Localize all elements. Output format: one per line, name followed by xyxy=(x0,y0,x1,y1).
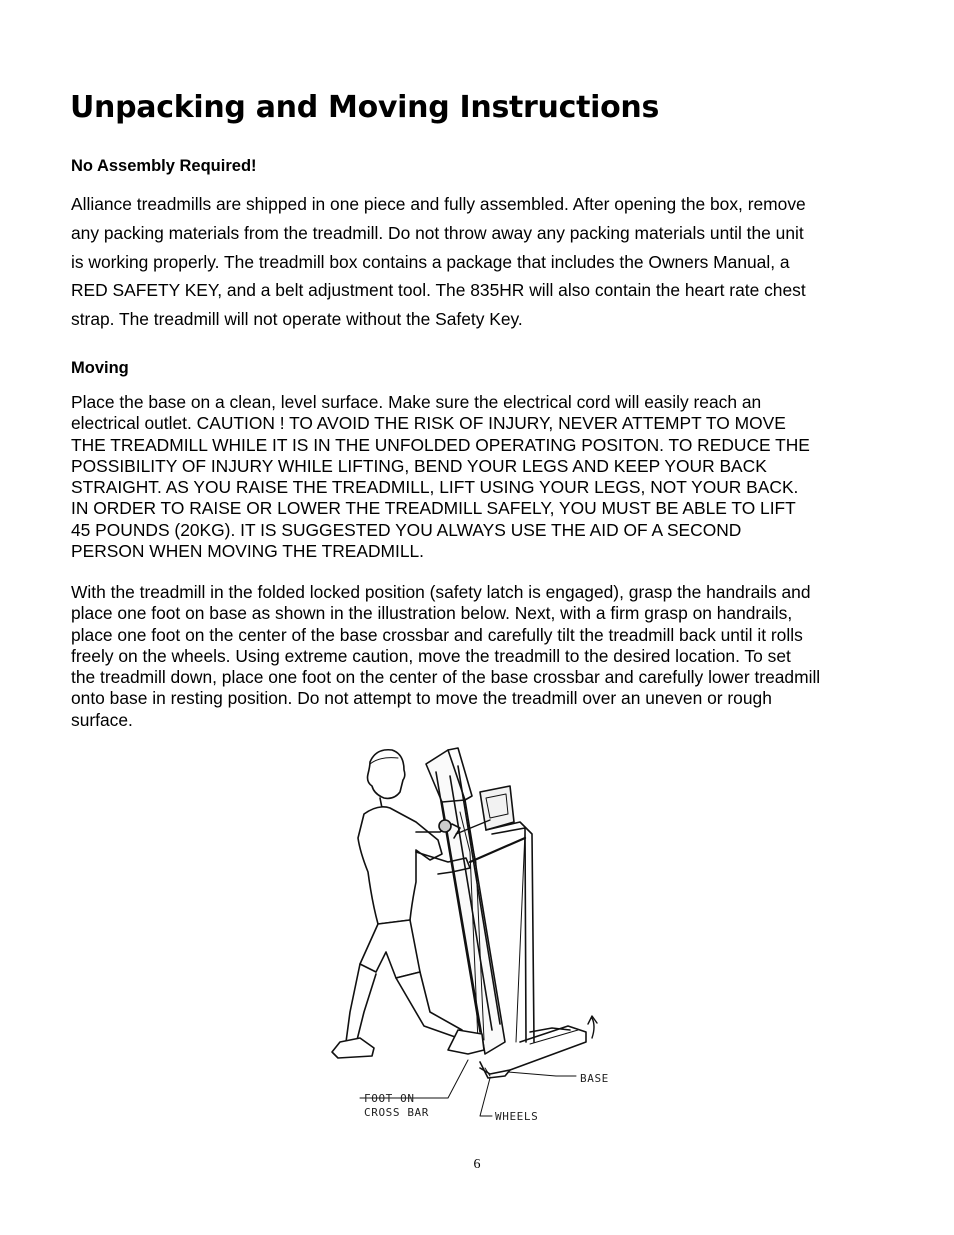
label-foot-on: FOOT ON xyxy=(364,1092,415,1105)
paragraph-line: strap. The treadmill will not operate without the Safety Key. xyxy=(71,309,523,330)
paragraph-line: STRAIGHT. AS YOU RAISE THE TREADMILL, LIFT USING YOUR LEGS, NOT YOUR BACK. xyxy=(71,477,799,498)
moving-caution-paragraph xyxy=(71,392,883,562)
paragraph-line: RED SAFETY KEY, and a belt adjustment tool. The 835HR will also contain the heart rate chest xyxy=(71,280,806,301)
paragraph-line: PERSON WHEN MOVING THE TREADMILL. xyxy=(71,541,425,562)
section-heading-no-assembly: No Assembly Required! xyxy=(71,157,257,175)
label-cross-bar: CROSS BAR xyxy=(364,1106,430,1119)
moving-instructions-paragraph xyxy=(71,582,883,731)
paragraph-line: freely on the wheels. Using extreme caution, move the treadmill to the desired location. To set xyxy=(71,645,791,666)
paragraph-line: electrical outlet. CAUTION ! TO AVOID THE RISK OF INJURY, NEVER ATTEMPT TO MOVE xyxy=(71,413,786,434)
paragraph-line: IN ORDER TO RAISE OR LOWER THE TREADMILL SAFELY, YOU MUST BE ABLE TO LIFT xyxy=(71,498,796,519)
label-base: BASE xyxy=(580,1072,609,1085)
paragraph-line: the treadmill down, place one foot on the center of the base crossbar and carefully lower treadmill xyxy=(71,667,821,688)
paragraph-line: Alliance treadmills are shipped in one piece and fully assembled. After opening the box, remove xyxy=(71,194,806,214)
paragraph-line: Place the base on a clean, level surface. Make sure the electrical cord will easily reach an xyxy=(71,392,762,412)
paragraph-line: With the treadmill in the folded locked position (safety latch is engaged), grasp the handrails and xyxy=(71,582,811,602)
label-wheels: WHEELS xyxy=(495,1110,539,1123)
paragraph-line: POSSIBILITY OF INJURY WHILE LIFTING, BEND YOUR LEGS AND KEEP YOUR BACK xyxy=(71,455,767,476)
paragraph-line: is working properly. The treadmill box contains a package that includes the Owners Manual, a xyxy=(71,251,790,272)
paragraph-line: THE TREADMILL WHILE IT IS IN THE UNFOLDED OPERATING POSITON. TO REDUCE THE xyxy=(71,434,810,455)
paragraph-line: any packing materials from the treadmill. Do not throw away any packing materials until the unit xyxy=(71,222,804,243)
paragraph-line: place one foot on the center of the base crossbar and carefully tilt the treadmill back until it rolls xyxy=(71,624,803,645)
paragraph-line: 45 POUNDS (20KG). IT IS SUGGESTED YOU ALWAYS USE THE AID OF A SECOND xyxy=(71,519,742,540)
paragraph-line: surface. xyxy=(71,709,133,730)
section-heading-moving: Moving xyxy=(71,359,129,377)
paragraph-line: onto base in resting position. Do not attempt to move the treadmill over an uneven or rough xyxy=(71,688,772,709)
page-number: 6 xyxy=(473,1157,481,1172)
no-assembly-paragraph xyxy=(71,190,883,334)
page-title: Unpacking and Moving Instructions xyxy=(70,90,660,125)
paragraph-line: place one foot on base as shown in the illustration below. Next, with a firm grasp on handrails, xyxy=(71,603,793,624)
moving-treadmill-illustration xyxy=(320,742,620,1127)
